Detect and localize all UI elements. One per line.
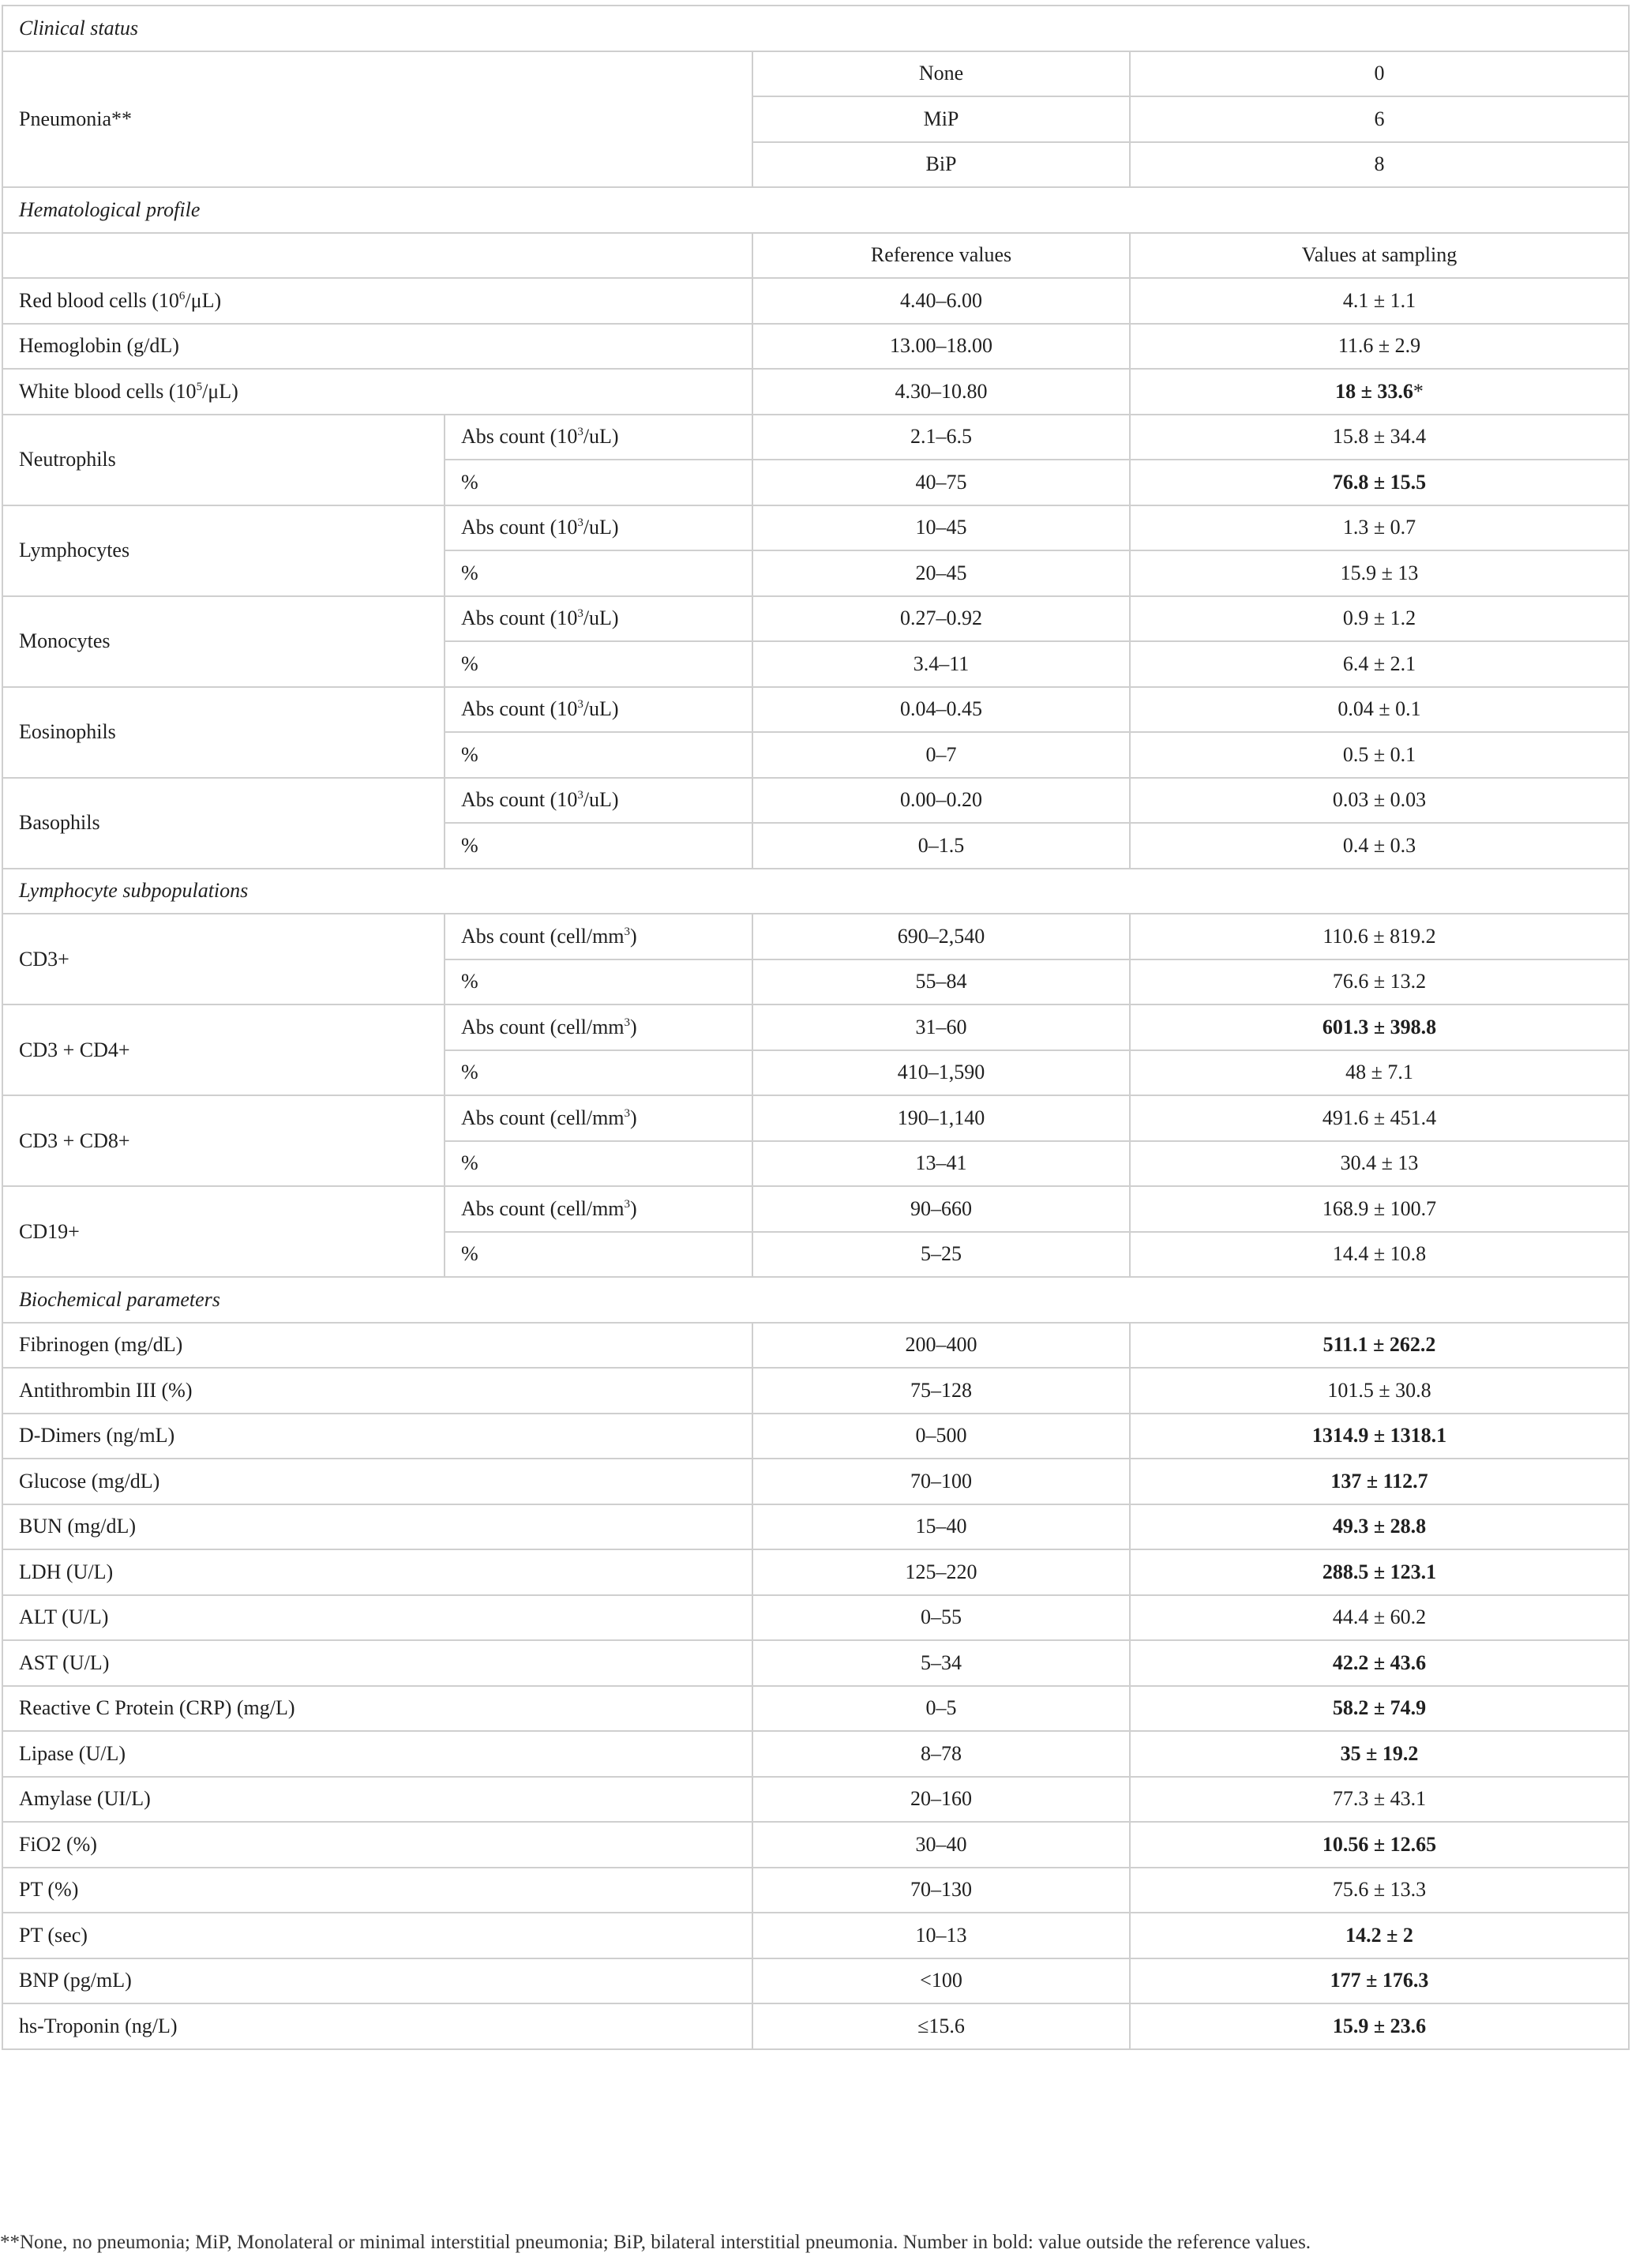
value-cell: 10.56 ± 12.65 — [1130, 1822, 1629, 1868]
sub-label — [445, 778, 752, 824]
value-cell: 30.4 ± 13 — [1130, 1141, 1629, 1187]
sub-label: % — [445, 823, 752, 869]
label-unit: /μL) — [185, 288, 222, 312]
row-label: Glucose (mg/dL) — [2, 1459, 752, 1504]
sub-label — [445, 1095, 752, 1141]
sub-superscript: 3 — [624, 1016, 631, 1029]
row-label: ALT (U/L) — [2, 1595, 752, 1641]
sub-label — [445, 914, 752, 959]
reference-cell: 10–13 — [752, 1913, 1130, 1958]
reference-cell: 13.00–18.00 — [752, 324, 1130, 370]
sub-text: Abs count (cell/mm — [461, 1106, 625, 1129]
table-row — [2, 51, 1629, 97]
value-cell: 168.9 ± 100.7 — [1130, 1186, 1629, 1232]
reference-cell: 20–160 — [752, 1777, 1130, 1823]
reference-cell: 0–500 — [752, 1414, 1130, 1459]
reference-cell: 20–45 — [752, 550, 1130, 596]
table-row — [2, 1777, 1629, 1823]
count-cell: 6 — [1130, 96, 1629, 142]
reference-cell: 4.30–10.80 — [752, 369, 1130, 415]
reference-cell: 0.27–0.92 — [752, 596, 1130, 642]
reference-cell: 190–1,140 — [752, 1095, 1130, 1141]
empty-cell — [2, 233, 752, 279]
reference-cell: 0–55 — [752, 1595, 1130, 1641]
value-cell: 4.1 ± 1.1 — [1130, 278, 1629, 324]
reference-cell: 70–100 — [752, 1459, 1130, 1504]
table-row — [2, 1459, 1629, 1504]
row-label: AST (U/L) — [2, 1640, 752, 1686]
reference-cell: 90–660 — [752, 1186, 1130, 1232]
reference-cell: <100 — [752, 1958, 1130, 2004]
table-footnote: **None, no pneumonia; MiP, Monolateral or minimal interstitial pneumonia; BiP, bilateral interstitial pneumonia. Number in bold: value outside the reference values. — [0, 2232, 1311, 2253]
value-cell: 76.8 ± 15.5 — [1130, 460, 1629, 505]
group-label: Eosinophils — [2, 687, 445, 778]
reference-cell: 40–75 — [752, 460, 1130, 505]
group-label: Lymphocytes — [2, 505, 445, 596]
value-cell: 15.9 ± 13 — [1130, 550, 1629, 596]
sub-label: % — [445, 641, 752, 687]
value-cell: 77.3 ± 43.1 — [1130, 1777, 1629, 1823]
sub-label — [445, 596, 752, 642]
value-cell: 491.6 ± 451.4 — [1130, 1095, 1629, 1141]
value-cell: 288.5 ± 123.1 — [1130, 1549, 1629, 1595]
label-text: White blood cells (10 — [19, 379, 197, 403]
reference-cell: 55–84 — [752, 959, 1130, 1005]
label-unit: /μL) — [202, 379, 238, 403]
row-label: BUN (mg/dL) — [2, 1504, 752, 1550]
section-header-row — [2, 6, 1629, 51]
reference-cell: 0.04–0.45 — [752, 687, 1130, 733]
row-label — [2, 369, 752, 415]
sub-unit: ) — [630, 1196, 637, 1220]
sub-unit: /uL) — [583, 697, 619, 721]
label-superscript: 5 — [196, 380, 203, 393]
table-row — [2, 2003, 1629, 2049]
group-label: CD3 + CD4+ — [2, 1004, 445, 1095]
reference-cell: 5–34 — [752, 1640, 1130, 1686]
reference-cell: 30–40 — [752, 1822, 1130, 1868]
value-cell: 0.03 ± 0.03 — [1130, 778, 1629, 824]
value-cell: 49.3 ± 28.8 — [1130, 1504, 1629, 1550]
reference-cell: 13–41 — [752, 1141, 1130, 1187]
sub-superscript: 3 — [577, 789, 583, 802]
sub-text: Abs count (10 — [461, 425, 578, 449]
table-row — [2, 1595, 1629, 1641]
sub-unit: /uL) — [583, 516, 619, 539]
sub-superscript: 3 — [624, 925, 631, 938]
value-cell: 58.2 ± 74.9 — [1130, 1686, 1629, 1732]
table-row — [2, 1323, 1629, 1369]
sub-label — [445, 505, 752, 551]
table-row — [2, 687, 1629, 733]
value-cell: 177 ± 176.3 — [1130, 1958, 1629, 2004]
reference-cell: 2.1–6.5 — [752, 415, 1130, 460]
table-row — [2, 1414, 1629, 1459]
label-text: Hemoglobin (g/dL) — [19, 334, 179, 358]
sub-text: Abs count (10 — [461, 516, 578, 539]
table-row — [2, 1504, 1629, 1550]
column-header-sampling: Values at sampling — [1130, 233, 1629, 279]
section-header-row — [2, 869, 1629, 914]
section-heading: Lymphocyte subpopulations — [2, 869, 1629, 914]
group-label: Monocytes — [2, 596, 445, 687]
group-label: CD3 + CD8+ — [2, 1095, 445, 1186]
reference-cell: 0–5 — [752, 1686, 1130, 1732]
row-label: Reactive C Protein (CRP) (mg/L) — [2, 1686, 752, 1732]
row-label: Amylase (UI/L) — [2, 1777, 752, 1823]
sub-unit: ) — [630, 1015, 637, 1038]
reference-cell: 4.40–6.00 — [752, 278, 1130, 324]
table-row — [2, 1731, 1629, 1777]
row-label: hs-Troponin (ng/L) — [2, 2003, 752, 2049]
row-label: Lipase (U/L) — [2, 1731, 752, 1777]
count-cell: 0 — [1130, 51, 1629, 97]
section-heading: Biochemical parameters — [2, 1277, 1629, 1323]
sub-unit: /uL) — [583, 788, 619, 812]
sub-label: % — [445, 1232, 752, 1278]
reference-cell: 3.4–11 — [752, 641, 1130, 687]
row-label: PT (%) — [2, 1868, 752, 1913]
value-cell: 601.3 ± 398.8 — [1130, 1004, 1629, 1050]
group-label: Basophils — [2, 778, 445, 869]
reference-cell: 5–25 — [752, 1232, 1130, 1278]
value-cell: 6.4 ± 2.1 — [1130, 641, 1629, 687]
column-header-row — [2, 233, 1629, 279]
table-row — [2, 1095, 1629, 1141]
sub-text: Abs count (10 — [461, 788, 578, 812]
label-superscript: 6 — [178, 289, 186, 302]
sub-label: % — [445, 550, 752, 596]
sub-label — [445, 687, 752, 733]
value-cell: 0.4 ± 0.3 — [1130, 823, 1629, 869]
value-cell: 44.4 ± 60.2 — [1130, 1595, 1629, 1641]
row-label: PT (sec) — [2, 1913, 752, 1958]
table-row — [2, 369, 1629, 415]
value-cell: 11.6 ± 2.9 — [1130, 324, 1629, 370]
value-cell: 0.04 ± 0.1 — [1130, 687, 1629, 733]
value-cell: 110.6 ± 819.2 — [1130, 914, 1629, 959]
sub-superscript: 3 — [577, 516, 583, 530]
reference-cell: 200–400 — [752, 1323, 1130, 1369]
sub-text: Abs count (cell/mm — [461, 1015, 625, 1038]
value-cell — [1130, 369, 1629, 415]
row-label: Antithrombin III (%) — [2, 1368, 752, 1414]
section-heading: Hematological profile — [2, 187, 1629, 233]
row-label: LDH (U/L) — [2, 1549, 752, 1595]
value-footnote-mark: * — [1413, 379, 1424, 403]
reference-cell: 70–130 — [752, 1868, 1130, 1913]
table-row — [2, 415, 1629, 460]
category-cell: None — [752, 51, 1130, 97]
section-header-row — [2, 1277, 1629, 1323]
reference-cell: 410–1,590 — [752, 1050, 1130, 1096]
group-label: Neutrophils — [2, 415, 445, 505]
table-row — [2, 1368, 1629, 1414]
value-cell: 75.6 ± 13.3 — [1130, 1868, 1629, 1913]
table-row — [2, 505, 1629, 551]
table-row — [2, 1868, 1629, 1913]
value-cell: 14.4 ± 10.8 — [1130, 1232, 1629, 1278]
category-cell: MiP — [752, 96, 1130, 142]
lab-values-table — [2, 5, 1630, 2050]
value-cell: 511.1 ± 262.2 — [1130, 1323, 1629, 1369]
count-cell: 8 — [1130, 142, 1629, 188]
sub-label: % — [445, 732, 752, 778]
sub-label — [445, 1004, 752, 1050]
value-cell: 1.3 ± 0.7 — [1130, 505, 1629, 551]
table-row — [2, 324, 1629, 370]
reference-cell: 8–78 — [752, 1731, 1130, 1777]
row-label: D-Dimers (ng/mL) — [2, 1414, 752, 1459]
sub-superscript: 3 — [577, 698, 583, 712]
category-cell: BiP — [752, 142, 1130, 188]
section-heading: Clinical status — [2, 6, 1629, 51]
reference-cell: 10–45 — [752, 505, 1130, 551]
row-label: Fibrinogen (mg/dL) — [2, 1323, 752, 1369]
label-text: Red blood cells (10 — [19, 288, 179, 312]
biochemical-rows — [2, 1323, 1629, 2049]
value-cell: 1314.9 ± 1318.1 — [1130, 1414, 1629, 1459]
sub-label: % — [445, 1141, 752, 1187]
table-row — [2, 1913, 1629, 1958]
reference-cell: 0.00–0.20 — [752, 778, 1130, 824]
value-text: 18 ± 33.6 — [1335, 379, 1413, 403]
value-cell: 137 ± 112.7 — [1130, 1459, 1629, 1504]
value-cell: 35 ± 19.2 — [1130, 1731, 1629, 1777]
group-label: CD19+ — [2, 1186, 445, 1277]
value-cell: 101.5 ± 30.8 — [1130, 1368, 1629, 1414]
table-row — [2, 1186, 1629, 1232]
sub-label: % — [445, 460, 752, 505]
table-row — [2, 778, 1629, 824]
value-cell: 0.9 ± 1.2 — [1130, 596, 1629, 642]
table-row — [2, 596, 1629, 642]
section-header-row — [2, 187, 1629, 233]
sub-label — [445, 1186, 752, 1232]
sub-unit: /uL) — [583, 425, 619, 449]
row-label — [2, 278, 752, 324]
table-row — [2, 1686, 1629, 1732]
reference-cell: 0–7 — [752, 732, 1130, 778]
sub-text: Abs count (10 — [461, 697, 578, 721]
reference-cell: 75–128 — [752, 1368, 1130, 1414]
row-label — [2, 324, 752, 370]
reference-cell: 31–60 — [752, 1004, 1130, 1050]
sub-label — [445, 415, 752, 460]
table-row — [2, 1004, 1629, 1050]
group-label: CD3+ — [2, 914, 445, 1004]
sub-label: % — [445, 959, 752, 1005]
sub-text: Abs count (10 — [461, 606, 578, 630]
value-cell: 76.6 ± 13.2 — [1130, 959, 1629, 1005]
table-row — [2, 278, 1629, 324]
sub-text: Abs count (cell/mm — [461, 1196, 625, 1220]
sub-unit: /uL) — [583, 606, 619, 630]
sub-superscript: 3 — [577, 607, 583, 621]
table-row — [2, 1822, 1629, 1868]
table-row — [2, 1549, 1629, 1595]
reference-cell: 0–1.5 — [752, 823, 1130, 869]
row-label: BNP (pg/mL) — [2, 1958, 752, 2004]
sub-superscript: 3 — [577, 426, 583, 439]
table-row — [2, 1958, 1629, 2004]
sub-unit: ) — [630, 924, 637, 948]
row-label: FiO2 (%) — [2, 1822, 752, 1868]
table-row — [2, 1640, 1629, 1686]
sub-superscript: 3 — [624, 1197, 631, 1211]
value-cell: 14.2 ± 2 — [1130, 1913, 1629, 1958]
sub-label: % — [445, 1050, 752, 1096]
value-cell: 15.8 ± 34.4 — [1130, 415, 1629, 460]
value-cell: 42.2 ± 43.6 — [1130, 1640, 1629, 1686]
reference-cell: 15–40 — [752, 1504, 1130, 1550]
value-cell: 0.5 ± 0.1 — [1130, 732, 1629, 778]
table-row — [2, 914, 1629, 959]
column-header-reference: Reference values — [752, 233, 1130, 279]
reference-cell: 690–2,540 — [752, 914, 1130, 959]
sub-superscript: 3 — [624, 1106, 631, 1120]
value-cell: 48 ± 7.1 — [1130, 1050, 1629, 1096]
reference-cell: 125–220 — [752, 1549, 1130, 1595]
reference-cell: ≤15.6 — [752, 2003, 1130, 2049]
sub-text: Abs count (cell/mm — [461, 924, 625, 948]
row-label: Pneumonia** — [2, 51, 752, 188]
value-cell: 15.9 ± 23.6 — [1130, 2003, 1629, 2049]
sub-unit: ) — [630, 1106, 637, 1129]
